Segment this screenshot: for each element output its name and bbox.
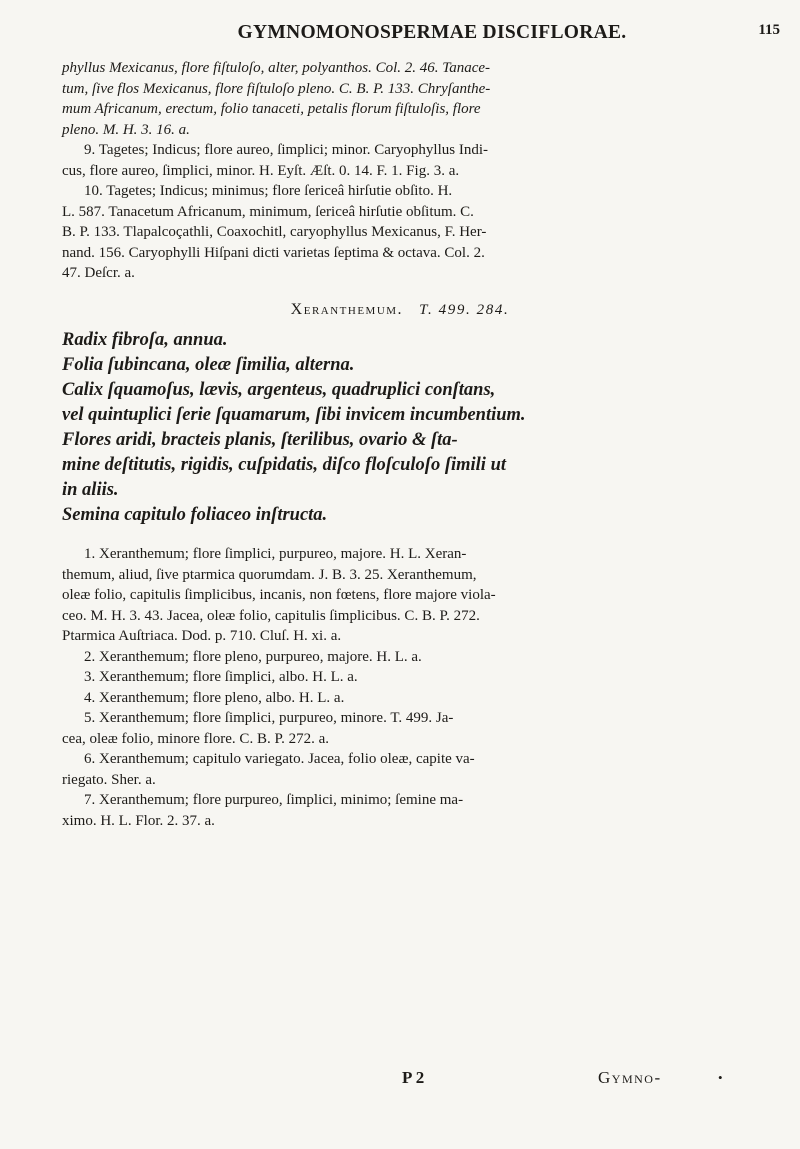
page-body [62,58,738,831]
entry-line: Ptarmica Auſtriaca. Dod. p. 710. Cluſ. H. xi. a. [62,628,342,644]
entry-line: 9. Tagetes; Indicus; flore aureo, ſimplici; minor. Caryophyllus Indi- [84,142,489,158]
page-number: 115 [758,22,780,38]
entry-line: 1. Xeranthemum; flore ſimplici, purpureo, majore. H. L. Xeran- [84,546,467,562]
running-title: GYMNOMONOSPERMAE DISCIFLORAE. [237,22,627,43]
entry-line: 2. Xeranthemum; flore pleno, purpureo, majore. H. L. a. [84,648,422,665]
diagnosis-line: vel quintuplici ſerie ſquamarum, ſibi invicem incumbentium. [62,405,526,425]
diagnosis-line: Flores aridi, bracteis planis, ſterilibus, ovario & ſta- [62,430,458,450]
intro-line: phyllus Mexicanus, flore fiſtuloſo, alter, polyanthos. Col. 2. 46. Tanace- [62,60,491,76]
intro-line: tum, ſive flos Mexicanus, flore fiſtuloſo pleno. C. B. P. 133. Chryſanthe- [62,80,491,97]
intro-line: pleno. M. H. 3. 16. a. [62,121,190,138]
entry-line: 47. Deſcr. a. [62,265,135,281]
entry-line: cea, oleæ folio, minore flore. C. B. P. 272. a. [62,730,330,747]
entries-xeranthemum [62,544,738,831]
diagnosis-line: in aliis. [62,480,119,500]
entry-line: riegato. Sher. a. [62,771,156,788]
entry-line: 4. Xeranthemum; flore pleno, albo. H. L. a. [84,689,345,706]
entry-line: L. 587. Tanacetum Africanum, minimum, ſericeâ hirſutie obſitum. C. [62,203,474,220]
diagnosis-line: Calix ſquamoſus, lævis, argenteus, quadruplici conſtans, [62,380,496,400]
entry-line: 6. Xeranthemum; capitulo variegato. Jacea, folio oleæ, capite va- [84,751,475,767]
diagnosis-line: mine deſtitutis, rigidis, cuſpidatis, diſco floſculoſo ſimili ut [62,455,506,475]
section-heading [62,300,738,321]
entry-line: 5. Xeranthemum; flore ſimplici, purpureo, minore. T. 499. Ja- [84,710,454,726]
genus-diagnosis [62,328,738,528]
entry-line: 7. Xeranthemum; flore purpureo, ſimplici, minimo; ſemine ma- [84,792,464,808]
entry-line: oleæ folio, capitulis ſimplicibus, incanis, non fœtens, flore majore viola- [62,587,496,603]
intro-line: mum Africanum, erectum, folio tanaceti, petalis florum fiſtuloſis, flore [62,101,481,117]
entry-line: nand. 156. Caryophylli Hiſpani dicti varietas ſeptima & octava. Col. 2. [62,244,485,261]
section-reference: T. 499. 284. [419,301,510,318]
diagnosis-line: Folia ſubincana, oleæ ſimilia, alterna. [62,355,355,375]
entries-tagetes [62,140,738,284]
entry-line: ceo. M. H. 3. 43. Jacea, oleæ folio, capitulis ſimplicibus. C. B. P. 272. [62,607,480,624]
page-footer [0,1068,800,1094]
entry-line: 3. Xeranthemum; flore ſimplici, albo. H. L. a. [84,669,358,685]
margin-dot: • [718,1070,723,1085]
entry-line: cus, flore aureo, ſimplici, minor. H. Eyſt. Æſt. 0. 14. F. 1. Fig. 3. a. [62,162,460,179]
entry-line: ximo. H. L. Flor. 2. 37. a. [62,812,215,829]
catchword: Gymno- [598,1068,662,1087]
diagnosis-line: Semina capitulo foliaceo inſtructa. [62,505,328,525]
signature-mark: P 2 [402,1068,425,1087]
entry-line: B. P. 133. Tlapalcoçathli, Coaxochitl, caryophyllus Mexicanus, F. Her- [62,224,487,240]
entry-line: 10. Tagetes; Indicus; minimus; flore ſericeâ hirſutie obſito. H. [84,183,453,199]
diagnosis-line: Radix fibroſa, annua. [62,330,228,350]
entry-line: themum, aliud, ſive ptarmica quorumdam. J. B. 3. 25. Xeranthemum, [62,566,477,583]
section-name: Xeranthemum. [290,300,404,318]
